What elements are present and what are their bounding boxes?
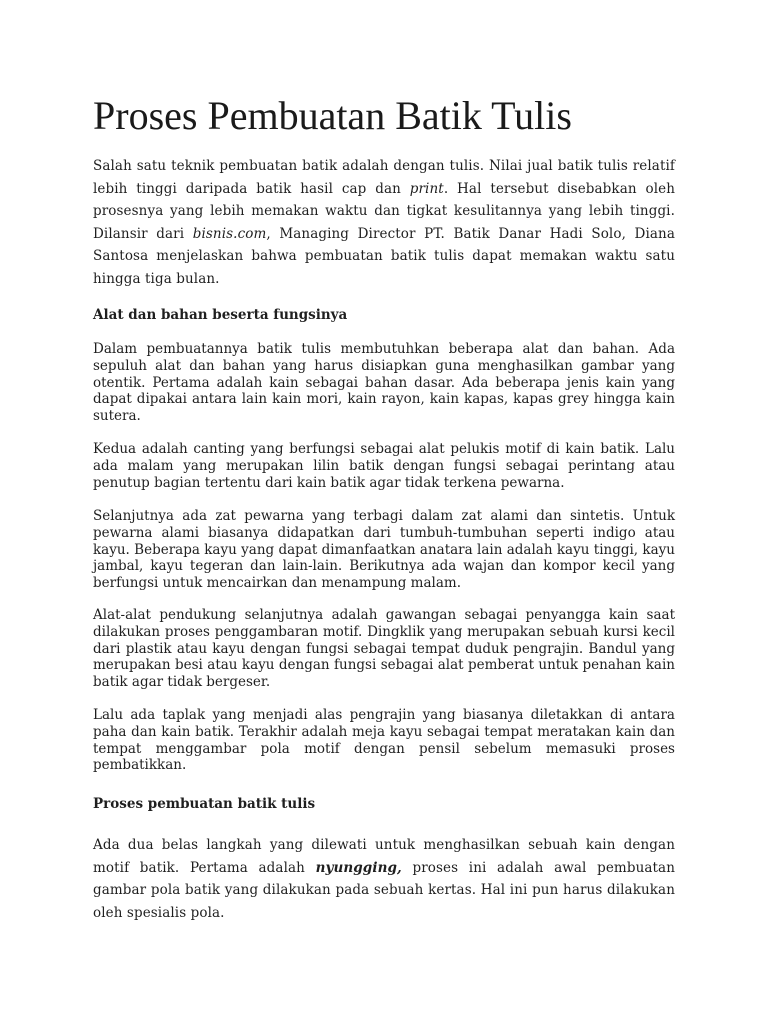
paragraph-dye: Selanjutnya ada zat pewarna yang terbagi dalam zat alami dan sintetis. Untuk pewarna alami biasanya didapatkan dari tumbuh-tumbuhan seperti indigo atau kayu. Beberapa kayu yang dapat dimanfaatkan anatara lain adalah kayu tinggi, kayu jambal, kayu tegeran dan lain-lain. Berikutnya ada wajan dan kompor kecil yang berfungsi untuk mencairkan dan menampung malam. bbox=[93, 508, 675, 592]
paragraph-process bbox=[93, 834, 675, 924]
paragraph-materials: Dalam pembuatannya batik tulis membutuhkan beberapa alat dan bahan. Ada sepuluh alat dan bahan yang harus disiapkan guna menghasilkan gambar yang otentik. Pertama adalah kain sebagai bahan dasar. Ada beberapa jenis kain yang dapat dipakai antara lain kain mori, kain rayon, kain kapas, kapas grey hingga kain sutera. bbox=[93, 341, 675, 425]
intro-italic-print: print bbox=[409, 180, 444, 197]
paragraph-support-tools: Alat-alat pendukung selanjutnya adalah gawangan sebagai penyangga kain saat dilakukan proses penggambaran motif. Dingklik yang merupakan sebuah kursi kecil dari plastik atau kayu dengan fungsi sebagai tempat duduk pengrajin. Bandul yang merupakan besi atau kayu dengan fungsi sebagai alat pemberat untuk penahan kain batik agar tidak bergeser. bbox=[93, 607, 675, 691]
section-heading-process: Proses pembuatan batik tulis bbox=[93, 796, 316, 812]
intro-paragraph bbox=[93, 155, 675, 291]
intro-italic-source: bisnis.com bbox=[192, 225, 267, 242]
intro-text-3: , Managing Director PT. Batik Danar Hadi Solo, Diana Santosa menjelaskan bahwa pembuatan batik tulis dapat memakan waktu satu hingga tiga bulan. bbox=[93, 225, 675, 287]
paragraph-taplak: Lalu ada taplak yang menjadi alas pengrajin yang biasanya diletakkan di antara paha dan kain batik. Terakhir adalah meja kayu sebagai tempat meratakan kain dan tempat menggambar pola motif dengan pensil sebelum memasuki proses pembatikkan. bbox=[93, 707, 675, 774]
section-heading-tools: Alat dan bahan beserta fungsinya bbox=[93, 307, 348, 323]
process-term-nyungging: nyungging, bbox=[315, 859, 402, 876]
paragraph-canting: Kedua adalah canting yang berfungsi sebagai alat pelukis motif di kain batik. Lalu ada malam yang merupakan lilin batik dengan fungsi sebagai perintang atau penutup bagian tertentu dari kain batik agar tidak terkena pewarna. bbox=[93, 441, 675, 491]
process-text-2: proses ini adalah awal pembuatan gambar pola batik yang dilakukan pada sebuah kertas. Hal ini pun harus dilakukan oleh spesialis pola. bbox=[93, 859, 675, 921]
document-title: Proses Pembuatan Batik Tulis bbox=[93, 93, 572, 138]
process-text-1: Ada dua belas langkah yang dilewati untuk menghasilkan sebuah kain dengan motif batik. Pertama adalah bbox=[93, 837, 675, 876]
intro-text-1: Salah satu teknik pembuatan batik adalah dengan tulis. Nilai jual batik tulis relatif lebih tinggi daripada batik hasil cap dan bbox=[93, 158, 675, 197]
intro-text-2: . Hal tersebut disebabkan oleh prosesnya yang lebih memakan waktu dan tigkat kesulitannya yang lebih tinggi. Dilansir dari bbox=[93, 180, 675, 242]
